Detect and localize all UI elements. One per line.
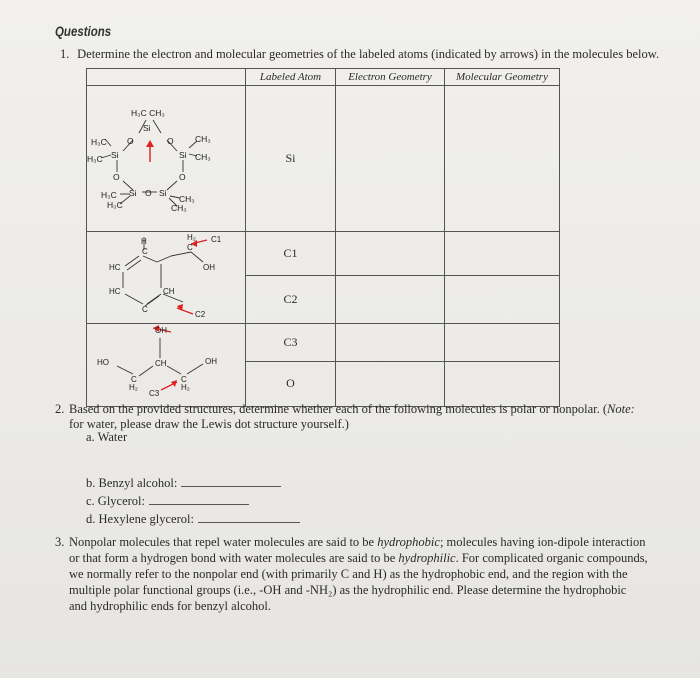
label-h-top: H [141,237,147,246]
label-top-si: Si [143,123,151,133]
label-bottom-si-1: Si [129,188,137,198]
atom-cell: C1 [246,232,336,276]
table-row [87,324,560,362]
question-text-1: Based on the provided structures, determine whether each of the following molecules is polar or nonpolar. ( [69,402,608,416]
q3-line-1b: ; molecules having ion-dipole interaction [439,535,646,549]
molecular-geometry-answer-cell[interactable] [445,86,560,232]
question-number: 2. [55,402,65,416]
label-left-si: Si [111,150,119,160]
label-left-methyl-1: H₃C [91,137,107,147]
header-electron-geometry: Electron Geometry [336,69,445,86]
question-1 [60,47,659,62]
atom-cell: Si [246,86,336,232]
header-molecular-geometry: Molecular Geometry [445,69,560,86]
answer-blank[interactable] [149,494,249,505]
question-number: 3. [55,535,65,549]
label-oh-top: OH [155,326,167,335]
siloxane-structure [87,86,246,232]
benzyl-structure [87,232,246,324]
item-hexylene-glycerol [86,512,300,527]
answer-blank[interactable] [181,476,281,487]
table-row [87,232,560,276]
q3-line-2b: . For complicated organic compounds, [455,551,648,565]
electron-geometry-answer-cell[interactable] [336,232,445,276]
q3-line-3: we normally refer to the nonpolar end (with primarily C and H) as the hydrophobic end, and the region with the [69,567,628,581]
term-hydrophilic: hydrophilic [398,551,456,565]
term-hydrophobic: hydrophobic [377,535,440,549]
question-2 [55,402,675,432]
benzyl-ring-drawing [87,232,245,318]
label-ch: CH [155,359,167,368]
header-labeled-atom: Labeled Atom [246,69,336,86]
label-bottom-o: O [145,188,152,198]
label-o1: O [127,136,134,146]
label-bottom-methyl-3: CH₃ [179,194,195,204]
label-c-left: C [131,375,137,384]
label-c1: C1 [211,235,222,244]
label-left-o: O [113,172,120,182]
item-label: d. Hexylene glycerol: [86,512,194,526]
label-bottom-methyl-4: CH₃ [171,203,187,213]
label-left-methyl-2: H₃C [87,154,103,164]
item-benzyl-alcohol [86,476,281,491]
label-c-top: C [142,247,148,256]
page-title: Questions [55,23,112,39]
molecular-geometry-answer-cell[interactable] [445,361,560,406]
label-h2-left: H₂ [129,383,138,392]
label-right-o: O [179,172,186,182]
glycerol-drawing [87,324,245,401]
question-3 [55,534,685,614]
table-header-row [87,69,560,86]
item-label: c. Glycerol: [86,494,146,508]
table-row [87,86,560,232]
label-ho: HO [97,358,109,367]
label-c-right: C [181,375,187,384]
label-c3: C3 [149,389,160,398]
label-c2: C2 [195,310,206,318]
question-text: Determine the electron and molecular geometries of the labeled atoms (indicated by arrows) in the molecules below. [77,47,660,61]
item-label: b. Benzyl alcohol: [86,476,178,490]
geometry-table [86,68,560,407]
siloxane-ring-drawing [87,86,245,226]
label-hc-2: HC [109,287,121,296]
answer-blank[interactable] [198,512,300,523]
label-top-methyls: H₃C CH₃ [131,108,165,118]
atom-cell: O [246,361,336,406]
q3-line-2a: or that form a hydrogen bond with water molecules are said to be [69,551,399,565]
label-right-si: Si [179,150,187,160]
molecular-geometry-answer-cell[interactable] [445,232,560,276]
note-label: Note: [607,402,635,416]
label-ch: CH [163,287,175,296]
molecular-geometry-answer-cell[interactable] [445,276,560,324]
electron-geometry-answer-cell[interactable] [336,324,445,362]
label-oh: OH [203,263,215,272]
electron-geometry-answer-cell[interactable] [336,361,445,406]
label-o2: O [167,136,174,146]
item-glycerol [86,494,249,509]
label-bottom-methyl-2: H₃C [107,200,123,210]
atom-cell: C3 [246,324,336,362]
q3-line-1a: Nonpolar molecules that repel water molecules are said to be [69,535,378,549]
label-h2: H₂ [187,233,196,242]
label-c-bottom: C [142,305,148,314]
label-c-ch2: C [187,243,193,252]
electron-geometry-answer-cell[interactable] [336,86,445,232]
label-right-methyl-2: CH₃ [195,152,211,162]
label-oh-right: OH [205,357,217,366]
electron-geometry-answer-cell[interactable] [336,276,445,324]
molecular-geometry-answer-cell[interactable] [445,324,560,362]
label-right-methyl-1: CH₃ [195,134,211,144]
question-text-2: for water, please draw the Lewis dot structure yourself.) [69,417,349,431]
q3-line-4: multiple polar functional groups (i.e., -OH and -NH₂) as the hydrophilic end. Please determine the hydrophobic [69,583,627,597]
item-water: a. Water [86,430,128,444]
glycerol-structure [87,324,246,407]
label-hc-1: HC [109,263,121,272]
label-bottom-methyl-1: H₃C [101,190,117,200]
header-structure [87,69,246,86]
q3-line-5: and hydrophilic ends for benzyl alcohol. [69,599,272,613]
atom-cell: C2 [246,276,336,324]
label-h2-right: H₂ [181,383,190,392]
question-number: 1. [60,47,70,61]
label-bottom-si-2: Si [159,188,167,198]
